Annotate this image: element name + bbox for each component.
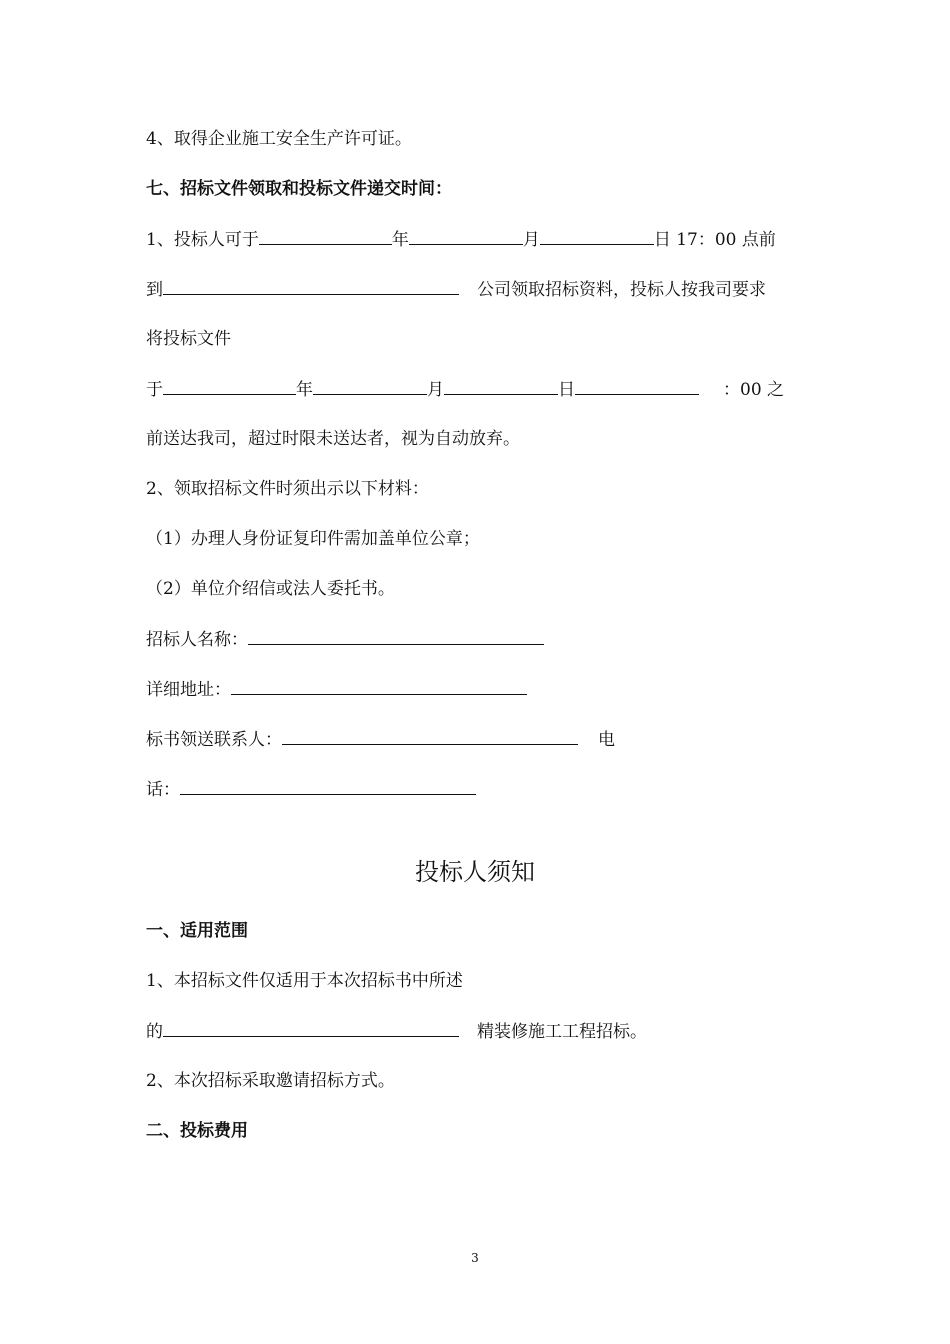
month-label: 月 [522, 230, 540, 250]
section-7-heading: 七、招标文件领取和投标文件递交时间： [146, 179, 452, 199]
submit-month-blank [313, 378, 427, 395]
material-1: （1）办理人身份证复印件需加盖单位公章； [146, 529, 480, 549]
tenderer-name-label: 招标人名称： [146, 630, 248, 650]
year-label: 年 [391, 230, 409, 250]
submit-day-blank [444, 378, 558, 395]
phone-blank [180, 778, 476, 795]
submit-deadline-note: 前送达我司，超过时限未送达者，视为自动放弃。 [146, 429, 520, 449]
address-line [146, 678, 527, 701]
to-label: 到 [146, 280, 163, 300]
material-2: （2）单位介绍信或法人委托书。 [146, 579, 395, 599]
pickup-time-line [146, 228, 776, 251]
phone-label-part1: 电 [598, 730, 615, 750]
day-blank [540, 228, 654, 245]
submit-time-label: ：00 之 [723, 380, 785, 400]
day-time-label: 日 17：00 点前 [653, 230, 776, 250]
requirement-4: 4、取得企业施工安全生产许可证。 [146, 129, 412, 149]
pickup-text-2: 公司领取招标资料，投标人按我司要求 [477, 280, 766, 300]
pickup-text-1: 1、投标人可于 [146, 230, 259, 250]
project-type: 精装修施工工程招标。 [477, 1022, 647, 1042]
submit-year-blank [163, 378, 296, 395]
pickup-place-line [146, 278, 766, 301]
tenderer-name-blank [248, 628, 544, 645]
address-blank [231, 678, 527, 695]
page-number: 3 [471, 1251, 479, 1265]
tenderer-name-line [146, 628, 544, 651]
scope-heading: 一、适用范围 [146, 921, 248, 941]
contact-line [146, 728, 615, 751]
submit-line-1: 将投标文件 [146, 329, 231, 349]
at-label: 于 [146, 380, 163, 400]
materials-heading: 2、领取招标文件时须出示以下材料： [146, 479, 429, 499]
phone-label-part2: 话： [146, 780, 180, 800]
scope-item-2: 2、本次招标采取邀请招标方式。 [146, 1071, 395, 1091]
year-blank [259, 228, 392, 245]
fees-heading: 二、投标费用 [146, 1121, 248, 1141]
section-title: 投标人须知 [415, 858, 535, 886]
month-blank [409, 228, 523, 245]
company-blank [163, 278, 459, 295]
scope-item-1: 1、本招标文件仅适用于本次招标书中所述 [146, 971, 463, 991]
project-blank [163, 1020, 459, 1037]
of-label: 的 [146, 1022, 163, 1042]
submit-time-line [146, 378, 784, 401]
submit-hour-blank [575, 378, 699, 395]
address-label: 详细地址： [146, 680, 231, 700]
submit-day-label: 日 [558, 380, 575, 400]
submit-year-label: 年 [296, 380, 313, 400]
phone-line [146, 778, 476, 801]
submit-month-label: 月 [427, 380, 444, 400]
contact-label: 标书领送联系人： [146, 730, 282, 750]
scope-item-1-cont [146, 1020, 647, 1043]
contact-blank [282, 728, 578, 745]
